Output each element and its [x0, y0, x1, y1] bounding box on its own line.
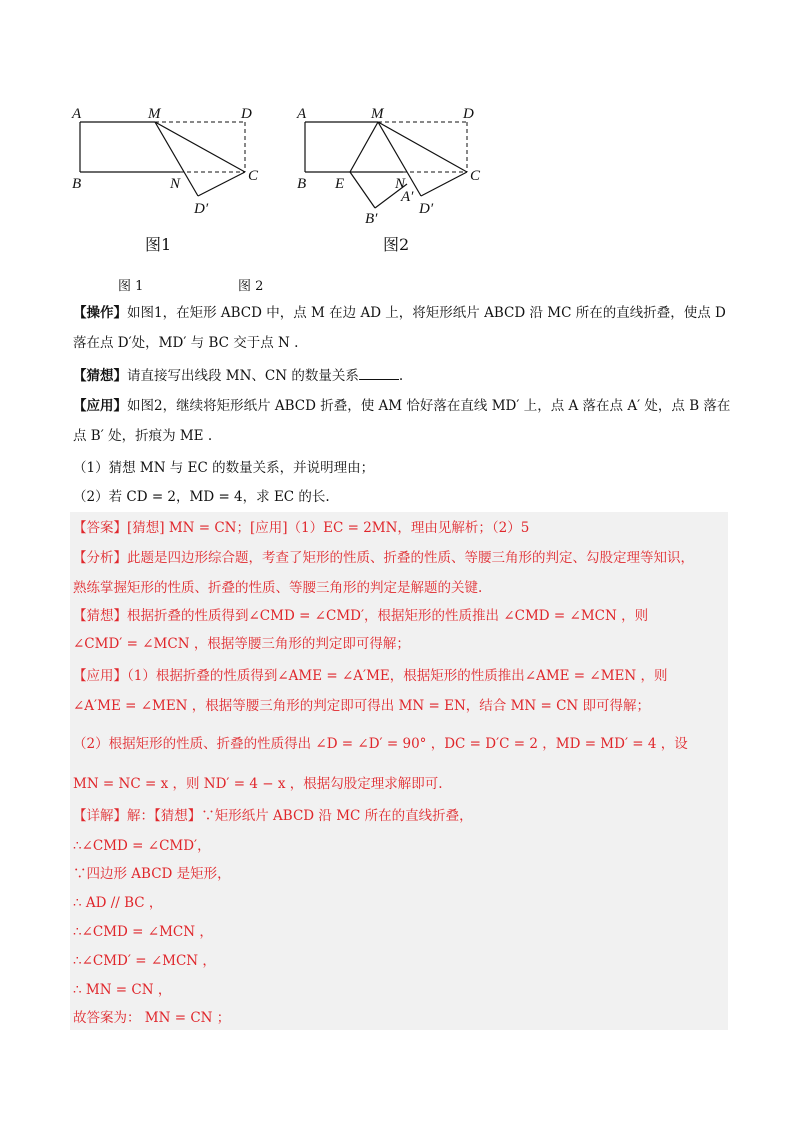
detail-3: ∵四边形 ABCD 是矩形， — [73, 866, 231, 882]
operation-tag: 【操作】 — [73, 305, 127, 321]
detail-2: ∴∠CMD = ∠CMD′， — [73, 838, 211, 854]
app-analysis-1: 【应用】（1）根据折叠的性质得到∠AME = ∠A′ME，根据矩形的性质推出∠AME = ∠MEN ，则 — [73, 668, 668, 684]
operation-text-1: 如图1，在矩形 ABCD 中，点 M 在边 AD 上，将矩形纸片 ABCD 沿 MC 所在的直线折叠，使点 D — [127, 305, 726, 321]
label-B: B — [72, 176, 82, 192]
answer-line: 【答案】[猜想] MN = CN；[应用]（1）EC = 2MN，理由见解析；（2）5 — [73, 520, 530, 536]
label-C: C — [248, 168, 259, 184]
label-E: E — [335, 176, 345, 192]
subcaption-1: 图 1 — [118, 279, 144, 294]
guess-analysis-1: 【猜想】根据折叠的性质得到∠CMD = ∠CMD′，根据矩形的性质推出 ∠CMD = ∠MCN ，则 — [73, 608, 649, 624]
app-analysis-2: ∠A′ME = ∠MEN ，根据等腰三角形的判定即可得出 MN = EN，结合 MN = CN 即可得解； — [73, 698, 651, 714]
guess-analysis-2: ∠CMD′ = ∠MCN ，根据等腰三角形的判定即可得解； — [73, 636, 410, 652]
detail-6: ∴∠CMD′ = ∠MCN ， — [73, 953, 216, 969]
detail-7: ∴ MN = CN ， — [73, 982, 172, 998]
guess-line — [73, 366, 733, 386]
label-M: M — [371, 106, 384, 122]
label-D: D — [463, 106, 474, 122]
application-text-1: 如图2，继续将矩形纸片 ABCD 折叠，使 AM 恰好落在直线 MD′ 上，点 A 落在点 A′ 处，点 B 落在 — [127, 398, 731, 414]
app-analysis-3: （2）根据矩形的性质、折叠的性质得出 ∠D = ∠D′ = 90° ，DC = D′C = 2 ，MD = MD′ = 4 ，设 — [73, 736, 688, 752]
question-1: （1）猜想 MN 与 EC 的数量关系，并说明理由； — [73, 460, 375, 476]
analysis-line-2: 熟练掌握矩形的性质、折叠的性质、等腰三角形的判定是解题的关键. — [73, 580, 483, 596]
label-N: N — [395, 176, 406, 192]
label-M: M — [148, 106, 161, 122]
question-2: （2）若 CD = 2，MD = 4，求 EC 的长. — [73, 489, 330, 505]
label-B-prime: B′ — [365, 211, 378, 227]
app-analysis-4: MN = NC = x ，则 ND′ = 4 − x ，根据勾股定理求解即可. — [73, 776, 443, 792]
answer-blank — [359, 367, 399, 380]
label-A: A — [72, 106, 82, 122]
detail-4: ∴ AD // BC ， — [73, 895, 163, 911]
label-A-prime: A′ — [401, 189, 414, 205]
application-tag: 【应用】 — [73, 398, 127, 414]
detail-1: 【详解】解：【猜想】∵矩形纸片 ABCD 沿 MC 所在的直线折叠， — [73, 808, 473, 824]
application-line-1 — [73, 396, 733, 416]
operation-line-1 — [73, 303, 733, 323]
guess-tag: 【猜想】 — [73, 368, 127, 384]
detail-8: 故答案为： MN = CN ； — [73, 1010, 231, 1026]
figure-1 — [70, 100, 270, 230]
figure-1-caption: 图1 — [145, 235, 172, 254]
application-line-2: 点 B′ 处，折痕为 ME . — [73, 428, 213, 444]
label-D-prime: D′ — [194, 201, 209, 217]
label-D-prime: D′ — [419, 201, 434, 217]
guess-end: . — [398, 368, 404, 384]
guess-text: 请直接写出线段 MN、CN 的数量关系 — [127, 368, 359, 384]
label-B: B — [297, 176, 307, 192]
detail-5: ∴∠CMD = ∠MCN ， — [73, 924, 213, 940]
label-A: A — [297, 106, 307, 122]
operation-line-2: 落在点 D′处，MD′ 与 BC 交于点 N . — [73, 335, 299, 351]
analysis-line-1: 【分析】此题是四边形综合题，考查了矩形的性质、折叠的性质、等腰三角形的判定、勾股定理等知识， — [73, 550, 694, 566]
subcaption-2: 图 2 — [238, 279, 264, 294]
label-D: D — [241, 106, 252, 122]
figure-2 — [295, 100, 495, 230]
figure-1-diagram — [70, 100, 270, 230]
label-C: C — [470, 168, 481, 184]
figure-2-diagram — [295, 100, 495, 230]
label-N: N — [170, 176, 181, 192]
figure-2-caption: 图2 — [383, 235, 410, 254]
